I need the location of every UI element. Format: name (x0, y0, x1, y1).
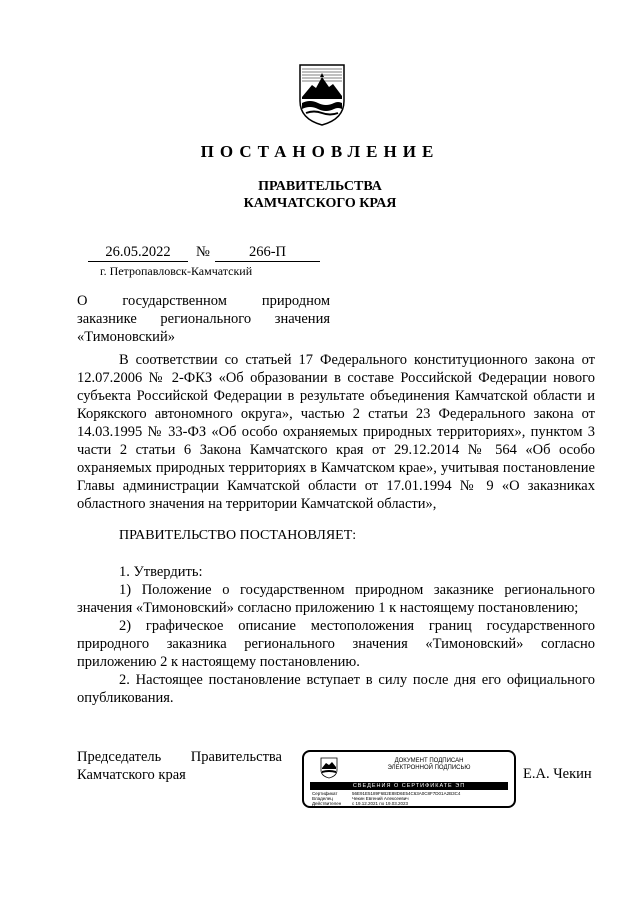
signer-position-line-2: Камчатского края (77, 767, 186, 783)
electronic-signature-stamp (302, 750, 516, 808)
stamp-row-key: Действителен (312, 801, 342, 806)
item-1: 1. Утвердить: (119, 564, 203, 580)
document-subject (77, 292, 330, 346)
number-sign: № (196, 244, 210, 260)
issuer-line-1: ПРАВИТЕЛЬСТВА (258, 179, 382, 194)
document-type-title: ПОСТАНОВЛЕНИЕ (200, 142, 440, 161)
subject-line: заказнике регионального значения (77, 311, 330, 327)
stamp-row-key: Сертификат (312, 791, 338, 796)
stamp-emblem-icon (320, 757, 338, 779)
item-2: 2. Настоящее постановление вступает в силу после дня его официального опубликования. (77, 672, 595, 706)
subject-line: О государственном природном (77, 293, 330, 309)
preamble-paragraph: В соответствии со статьей 17 Федерального конституционного закона от 12.07.2006 № 2-ФКЗ «Об образовании в составе Российской Федерации нового субъекта Российской Федерации в результате объединения Камчатской области и Корякского автономного округа», частью 2 статьи 23 Федерального закона от 14.03.1995 № 33-ФЗ «Об особо охраняемых природных территориях», пунктом 3 части 2 статьи 6 Закона Камчатского края от 29.12.2014 № 564 «Об особо охраняемых природных территориях в Камчатском крае», учитывая постановление Главы администрации Камчатской области от 17.01.1994 № 9 «О заказниках областного значения на территории Камчатской области», (77, 352, 595, 512)
stamp-validity-row (312, 801, 408, 806)
decree-heading: ПРАВИТЕЛЬСТВО ПОСТАНОВЛЯЕТ: (119, 528, 357, 543)
stamp-certificate-bar: СВЕДЕНИЯ О СЕРТИФИКАТЕ ЭП (310, 782, 508, 790)
signer-name: Е.А. Чекин (523, 766, 592, 782)
subject-line: «Тимоновский» (77, 329, 175, 345)
kamchatka-emblem-icon (298, 63, 346, 127)
document-number: 266-П (215, 243, 320, 262)
stamp-row-value: Чекин Евгений Алексеевич (352, 796, 409, 801)
stamp-title-line-2: ЭЛЕКТРОННОЙ ПОДПИСЬЮ (387, 765, 471, 771)
item-1-2: 2) графическое описание местоположения границ государственного природного заказника регионального значения «Тимоновский» согласно приложению 2 к настоящему постановлению. (77, 618, 595, 670)
document-date: 26.05.2022 (88, 243, 188, 262)
issuer-line-2: КАМЧАТСКОГО КРАЯ (243, 196, 397, 211)
item-1-1: 1) Положение о государственном природном заказнике регионального значения «Тимоновский» согласно приложению 1 к настоящему постановлению; (77, 582, 595, 616)
stamp-title-line-1: ДОКУМЕНТ ПОДПИСАН (394, 758, 464, 764)
stamp-title (344, 758, 514, 772)
stamp-row-value: с 19.12.2021 по 19.03.2023 (352, 801, 408, 806)
issue-city: г. Петропавловск-Камчатский (100, 264, 253, 278)
stamp-row-value: 56E91E5189F6B2E88D6E54C63A0C8F7D01A2B3C4 (352, 791, 461, 796)
stamp-row-key: Владелец (312, 796, 333, 801)
signer-position (77, 748, 282, 784)
document-body (77, 351, 595, 707)
signer-position-line-1: Председатель Правительства (77, 749, 282, 765)
